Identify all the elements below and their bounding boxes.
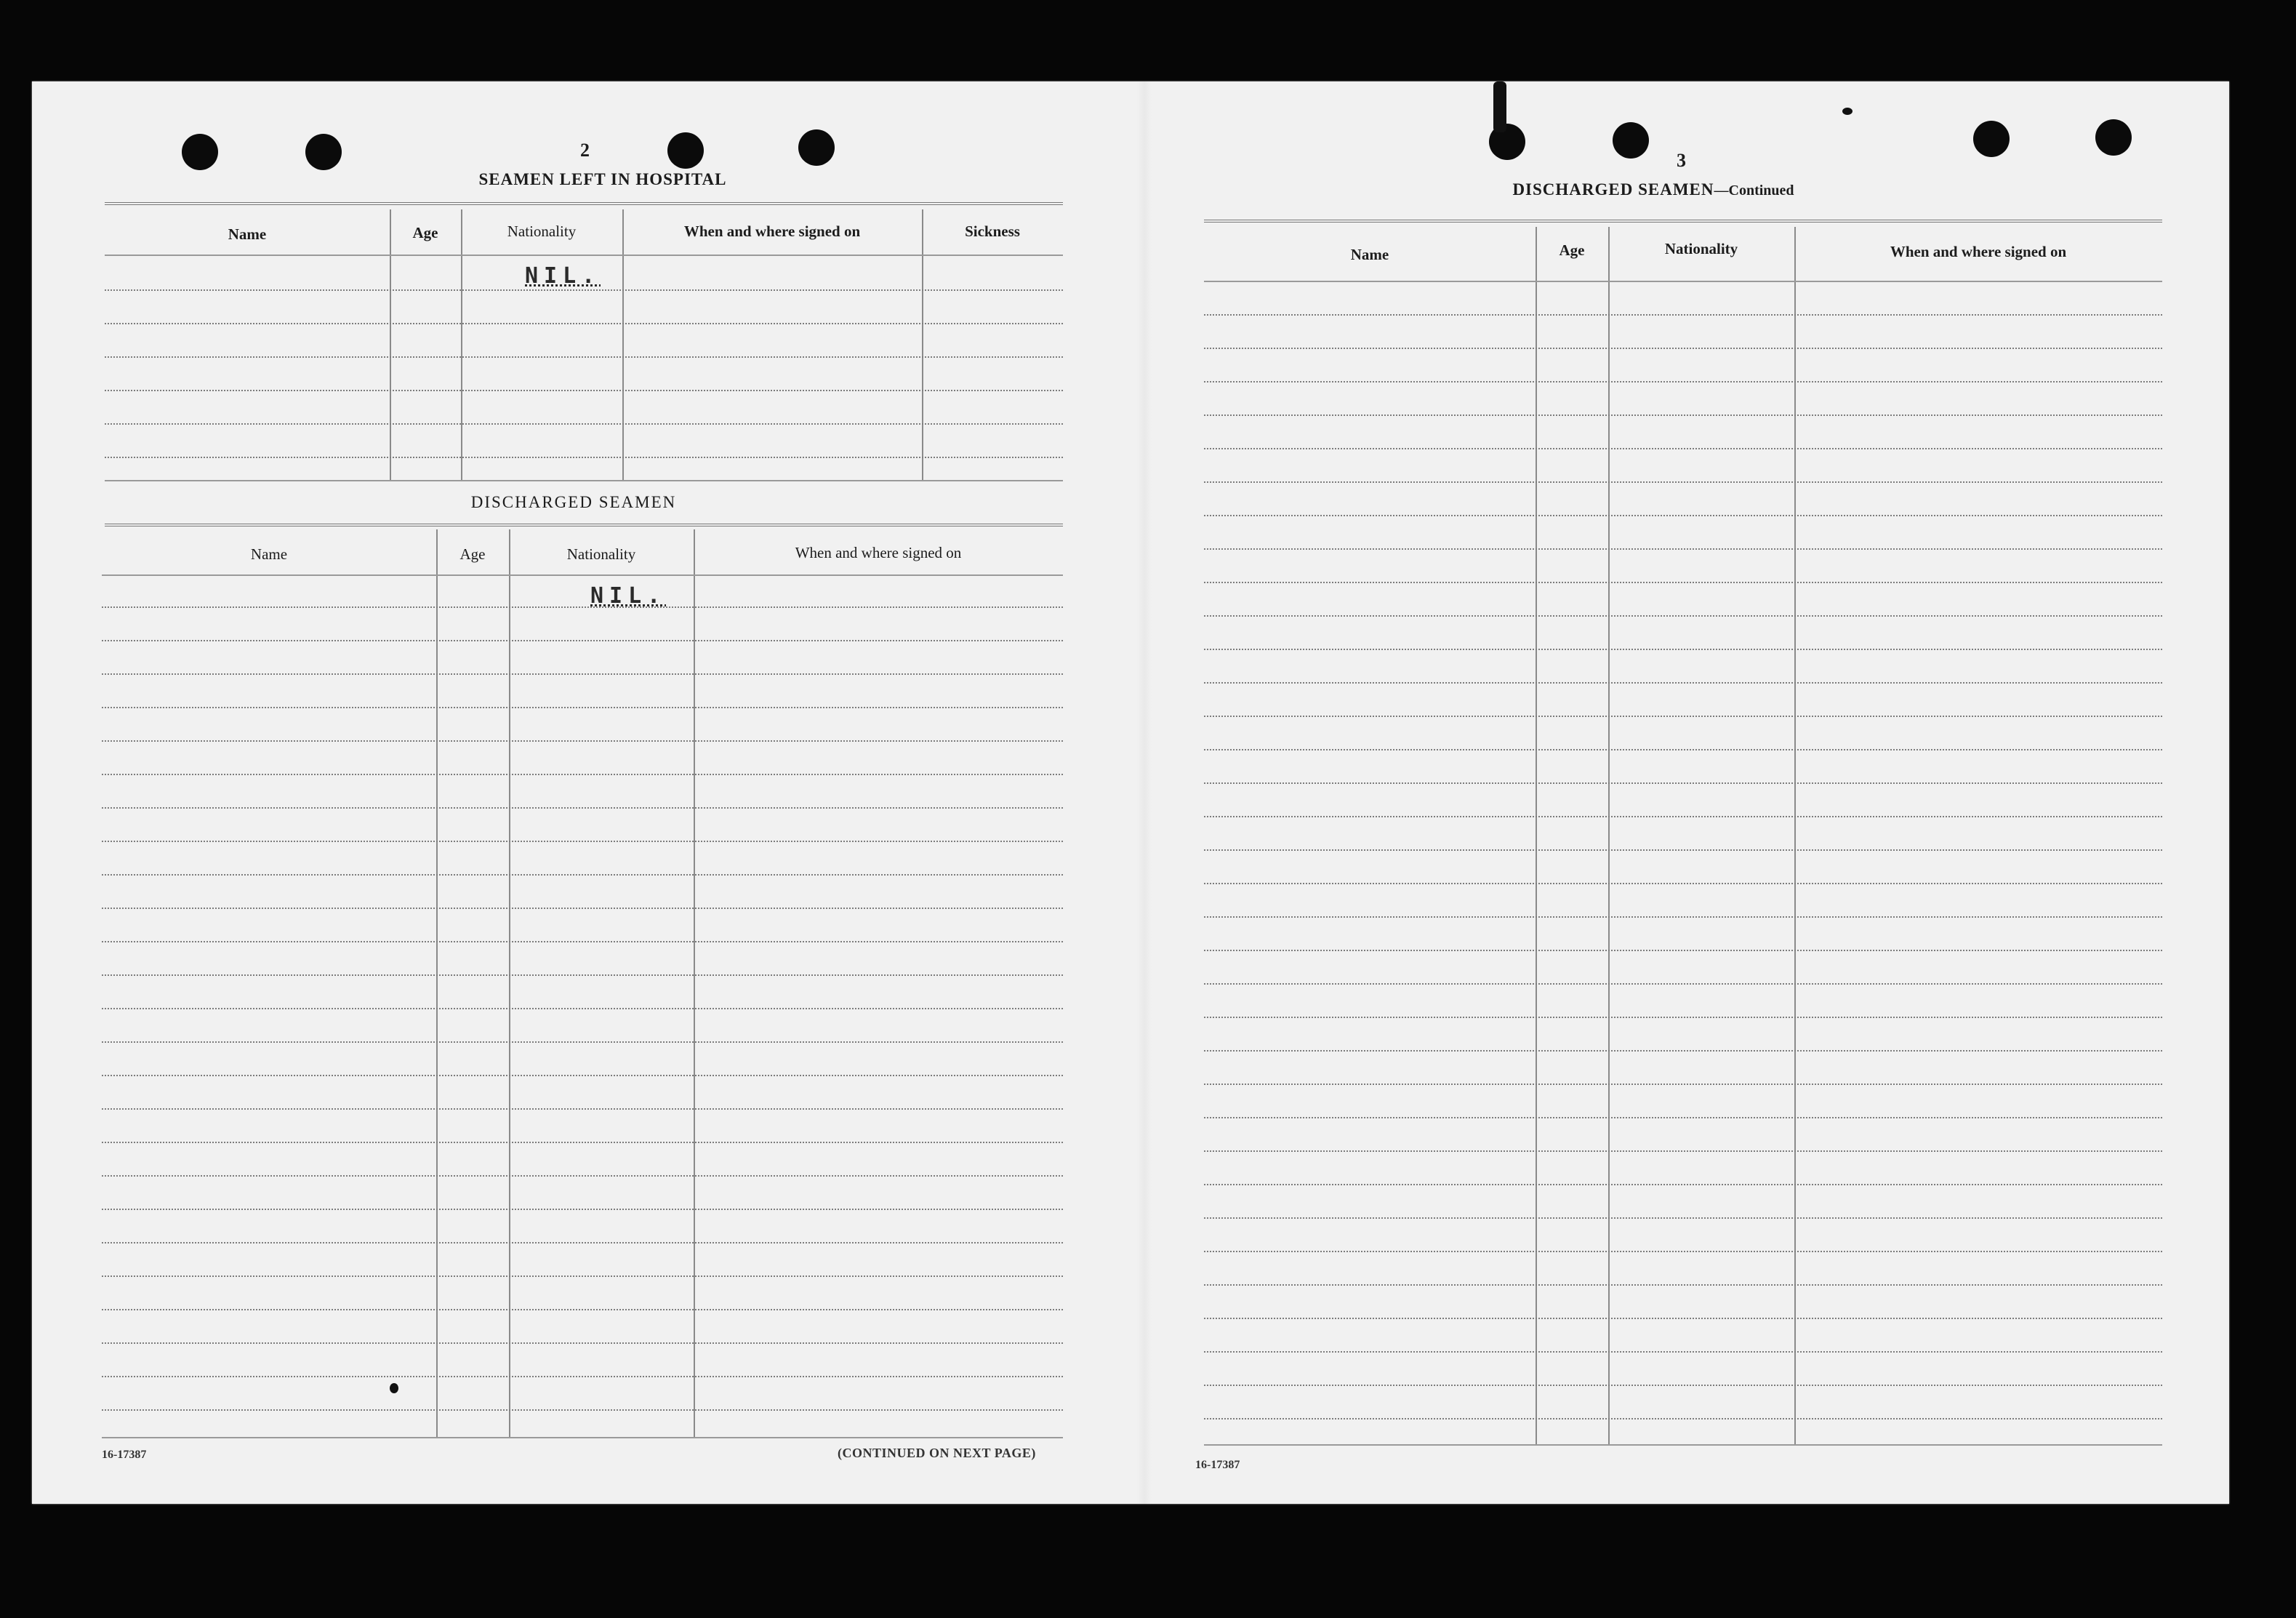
row-line xyxy=(1204,448,2162,449)
row-line xyxy=(102,1409,1063,1411)
row-line xyxy=(102,707,1063,708)
ink-speck xyxy=(1842,108,1853,115)
discharged-table-left xyxy=(102,529,1063,1440)
row-line xyxy=(1204,816,2162,817)
punch-hole xyxy=(182,134,218,170)
column-divider xyxy=(694,529,695,1438)
column-divider xyxy=(509,529,510,1438)
column-header-name: Name xyxy=(250,545,288,563)
column-header-sickness: Sickness xyxy=(965,223,1020,240)
row-line xyxy=(1204,1385,2162,1386)
row-line xyxy=(102,1376,1063,1377)
row-line xyxy=(102,908,1063,909)
row-line xyxy=(1204,983,2162,985)
row-line xyxy=(1204,1318,2162,1319)
page-fold xyxy=(1137,81,1152,1504)
row-line xyxy=(102,740,1063,742)
right-top-rule xyxy=(1204,220,2162,223)
row-line xyxy=(1204,1150,2162,1152)
row-line xyxy=(1204,1251,2162,1252)
row-line xyxy=(102,807,1063,809)
row-line xyxy=(1204,916,2162,918)
row-line xyxy=(102,1437,1063,1438)
punch-hole xyxy=(305,134,342,170)
row-line xyxy=(102,1108,1063,1110)
row-line xyxy=(1204,515,2162,516)
row-line xyxy=(105,323,1063,324)
row-line xyxy=(102,1209,1063,1210)
row-line xyxy=(1204,682,2162,684)
form-code-right: 16-17387 xyxy=(1195,1459,1240,1471)
ink-speck xyxy=(1493,81,1506,132)
row-line xyxy=(1204,782,2162,784)
row-line xyxy=(1204,883,2162,884)
row-line xyxy=(1204,1284,2162,1286)
row-line xyxy=(102,874,1063,876)
row-line xyxy=(1204,1084,2162,1085)
column-header-signed-on: When and where signed on xyxy=(1890,243,2067,260)
row-line xyxy=(102,941,1063,942)
header-rule xyxy=(1204,281,2162,282)
row-line xyxy=(1204,649,2162,650)
row-line xyxy=(1204,548,2162,550)
column-divider xyxy=(436,529,438,1438)
row-line xyxy=(105,390,1063,391)
page-number-right: 3 xyxy=(1677,150,1686,171)
row-line xyxy=(102,606,1063,608)
column-header-nationality: Nationality xyxy=(507,223,577,240)
discharged-table-right xyxy=(1204,227,2162,1447)
row-line xyxy=(1204,615,2162,617)
row-line xyxy=(102,974,1063,976)
row-line xyxy=(1204,381,2162,383)
row-line xyxy=(1204,1184,2162,1185)
row-line xyxy=(1204,749,2162,750)
column-header-signed-on: When and where signed on xyxy=(795,544,962,561)
row-line xyxy=(1204,1418,2162,1419)
continued-note: (CONTINUED ON NEXT PAGE) xyxy=(838,1446,1036,1460)
document-sheet xyxy=(32,81,2229,1504)
row-line xyxy=(1204,716,2162,717)
row-line xyxy=(102,1309,1063,1310)
right-section-title xyxy=(1486,180,1821,199)
row-line xyxy=(1204,414,2162,416)
column-divider xyxy=(1794,227,1796,1446)
row-line xyxy=(102,640,1063,641)
column-divider xyxy=(1536,227,1537,1446)
row-line xyxy=(102,774,1063,775)
discharged-section-title: DISCHARGED SEAMEN xyxy=(470,493,677,511)
discharged-nationality-entry: NIL. xyxy=(590,583,667,609)
column-divider xyxy=(1608,227,1610,1446)
row-line xyxy=(102,1008,1063,1009)
right-section-title-main: DISCHARGED SEAMEN xyxy=(1512,180,1714,199)
row-line xyxy=(105,480,1063,481)
row-line xyxy=(102,1242,1063,1243)
hospital-top-rule xyxy=(105,202,1063,205)
row-line xyxy=(1204,1217,2162,1219)
punch-hole xyxy=(798,129,835,166)
row-line xyxy=(1204,348,2162,349)
column-header-nationality: Nationality xyxy=(566,545,636,563)
column-divider xyxy=(390,209,391,480)
column-divider xyxy=(922,209,923,480)
row-line xyxy=(1204,582,2162,583)
row-line xyxy=(1204,1351,2162,1353)
row-line xyxy=(1204,481,2162,483)
hospital-nationality-entry: NIL. xyxy=(525,263,601,289)
header-rule xyxy=(102,574,1063,576)
row-line xyxy=(1204,1117,2162,1118)
row-line xyxy=(102,1142,1063,1143)
column-divider xyxy=(461,209,462,480)
row-line xyxy=(102,841,1063,842)
row-line xyxy=(1204,314,2162,316)
discharged-top-rule xyxy=(105,524,1063,526)
column-header-age: Age xyxy=(1559,241,1585,259)
punch-hole xyxy=(667,132,704,169)
hospital-section-title: SEAMEN LEFT IN HOSPITAL xyxy=(478,170,727,188)
row-line xyxy=(1204,950,2162,951)
column-divider xyxy=(622,209,624,480)
hospital-table xyxy=(105,209,1063,483)
column-header-nationality: Nationality xyxy=(1664,240,1738,257)
page-number-left: 2 xyxy=(580,140,590,161)
column-header-name: Name xyxy=(228,225,267,243)
punch-hole xyxy=(2095,119,2132,156)
row-line xyxy=(102,1275,1063,1277)
column-header-signed-on: When and where signed on xyxy=(683,223,861,240)
form-code-left: 16-17387 xyxy=(102,1449,147,1461)
punch-hole xyxy=(1613,122,1649,159)
row-line xyxy=(105,356,1063,358)
row-line xyxy=(105,289,1063,291)
row-line xyxy=(102,1175,1063,1177)
row-line xyxy=(102,1342,1063,1344)
row-line xyxy=(102,1041,1063,1043)
column-header-name: Name xyxy=(1350,246,1389,263)
row-line xyxy=(105,423,1063,425)
punch-hole xyxy=(1973,121,2010,157)
row-line xyxy=(1204,1050,2162,1052)
row-line xyxy=(102,1075,1063,1076)
right-section-title-continued: —Continued xyxy=(1714,183,1794,199)
header-rule xyxy=(105,255,1063,256)
column-header-age: Age xyxy=(459,545,486,563)
row-line xyxy=(1204,1017,2162,1018)
row-line xyxy=(102,673,1063,675)
row-line xyxy=(105,457,1063,458)
row-line xyxy=(1204,1444,2162,1446)
row-line xyxy=(1204,849,2162,851)
column-header-age: Age xyxy=(412,224,438,241)
